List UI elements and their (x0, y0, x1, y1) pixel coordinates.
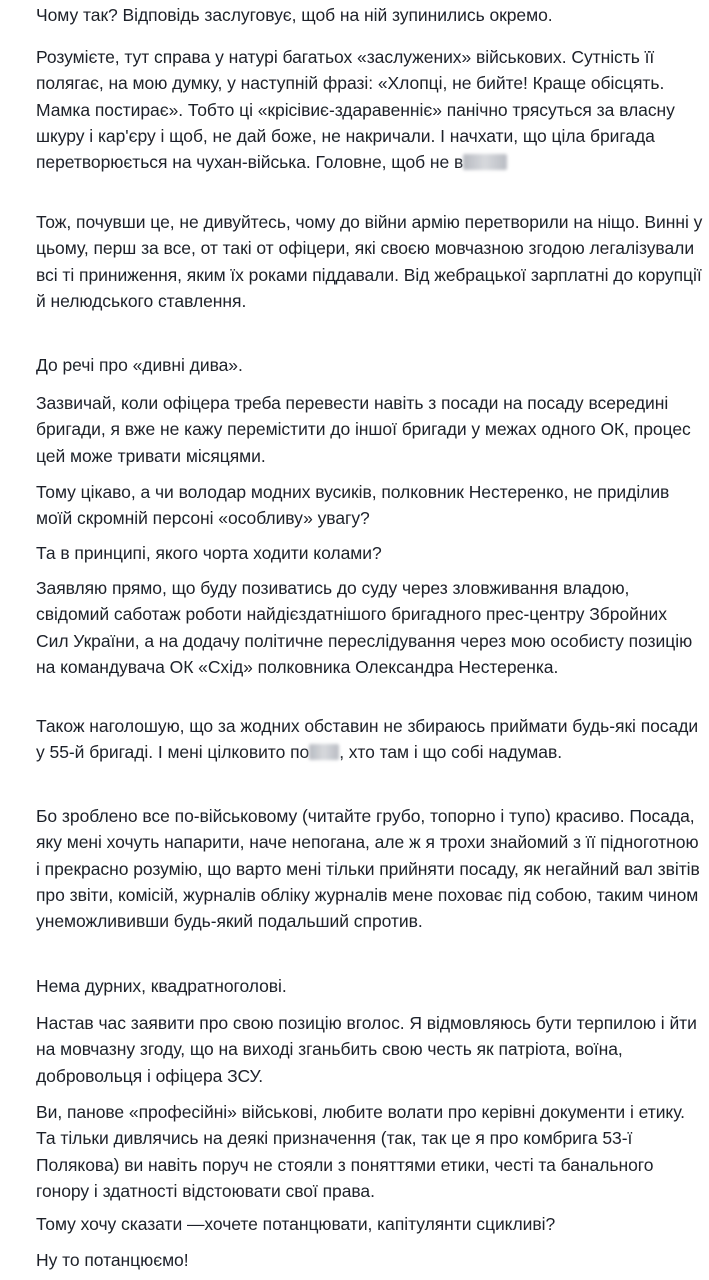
paragraph-8: Заявляю прямо, що буду позиватись до суду через зловживання владою, свідомий саботаж роботи найдієздатнішого бригадного прес-центру Збройних Сил України, а на додачу політичне переслідування через мою особисту позицію на командувача ОК «Схід» полковника Олександра Нестеренка. (36, 578, 693, 677)
censor-blur (463, 154, 507, 170)
paragraph-12: Настав час заявити про свою позицію вголос. Я відмовляюсь бути терпилою і йти на мовчазну згоду, що на виході зганьбить свою честь як патріота, воїна, добровольця і офіцера ЗСУ. (36, 1013, 697, 1086)
paragraph-6: Тому цікаво, а чи володар модних вусиків, полковник Нестеренко, не приділив моїй скромній персоні «особливу» увагу? (36, 482, 670, 529)
paragraph-14: Тому хочу сказати —хочете потанцювати, капітулянти сцикливі? (36, 1214, 556, 1234)
paragraph-15: Ну то потанцюємо! (36, 1250, 189, 1270)
paragraph-11: Нема дурних, квадратноголові. (36, 976, 287, 996)
paragraph-9-tail: , хто там і що собі надумав. (339, 742, 563, 763)
paragraph-4: До речі про «дивні дива». (36, 355, 243, 375)
paragraph-2 (36, 44, 704, 175)
paragraph-13: Ви, панове «професійні» військові, любите волати про керівні документи і етику. Та тільки дивлячись на деякі призначення (так, так це я про комбрига 53-ї Полякова) ви навіть поруч не стояли з поняттями етики, честі та банального гонору і здатності відстоювати свої права. (36, 1102, 685, 1201)
paragraph-9-text: Також наголошую, що за жодних обставин не збираюсь приймати будь-які посади у 55-й бригаді. І мені цілковито по (36, 716, 699, 763)
paragraph-5: Зазвичай, коли офіцера треба перевести навіть з посади на посаду всередині бригади, я вже не кажу перемістити до іншої бригади у межах одного ОК, процес цей може тривати місяцями. (36, 393, 691, 466)
paragraph-10: Бо зроблено все по-військовому (читайте грубо, топорно і тупо) красиво. Посада, яку мені хочуть напарити, наче непогана, але ж я трохи знайомий з її підноготною і прекрасно розумію, що варто мені тільки прийняти посаду, як негайний вал звітів про звіти, комісій, журналів обліку журналів мене поховає під собою, таким чином унеможлививши будь-який подальший спротив. (36, 806, 700, 932)
paragraph-2-text: Розумієте, тут справа у натурі багатьох «заслужених» військових. Сутність її полягає, на мою думку, у наступній фразі: «Хлопці, не бийте! Краще обісцять. Мамка постирає». Тобто ці «крісівиє-здаравенніє» панічно трясуться за власну шкуру і кар'єру і щоб, не дай боже, не накричали. І начхати, що ціла бригада перетворюється на чухан-війська. Головне, щоб не в (36, 47, 675, 173)
paragraph-9 (36, 713, 704, 766)
censor-blur (309, 744, 339, 760)
paragraph-7: Та в принципі, якого чорта ходити колами? (36, 543, 382, 563)
paragraph-1: Чому так? Відповідь заслуговує, щоб на ній зупинились окремо. (36, 5, 553, 25)
paragraph-3: Тож, почувши це, не дивуйтесь, чому до війни армію перетворили на ніщо. Винні у цьому, перш за все, от такі от офіцери, які своєю мовчазною згодою легалізували всі ті приниження, яким їх роками піддавали. Від жебрацької зарплатні до корупції й нелюдського ставлення. (36, 212, 703, 311)
